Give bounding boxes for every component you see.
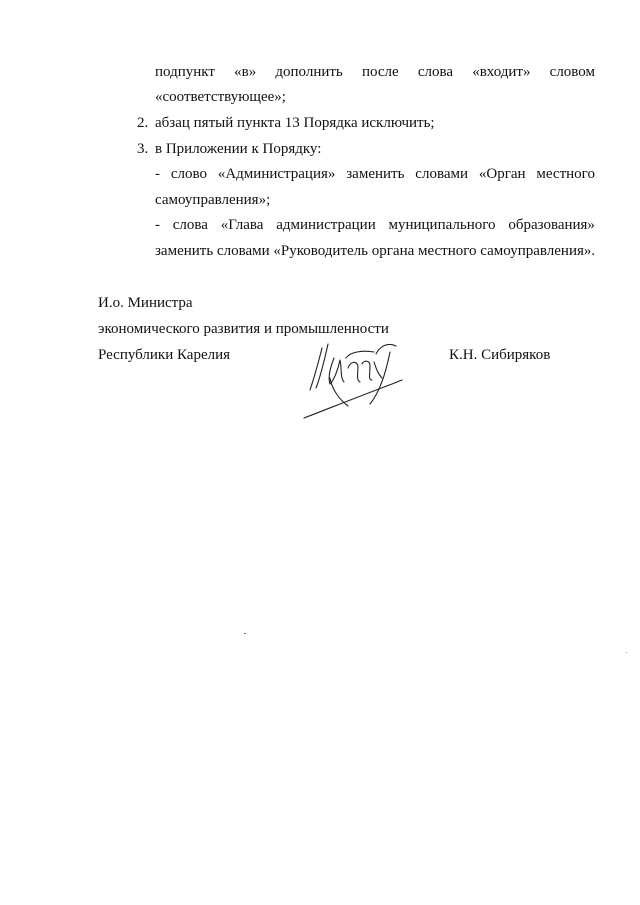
sub-item-1-cont: самоуправления»; — [155, 192, 271, 208]
sub-item-2-cont: заменить словами «Руководитель органа местного самоуправления». — [155, 243, 596, 259]
word: администрации — [276, 217, 376, 233]
word: словами — [415, 166, 469, 182]
word: «Глава — [220, 217, 264, 233]
word: слово — [170, 166, 207, 182]
list-number-2: 2. — [137, 115, 149, 131]
sub-item-1-line — [155, 165, 595, 183]
list-number-3: 3. — [137, 141, 149, 157]
word: слова — [172, 217, 208, 233]
word: - — [155, 217, 160, 233]
paragraph-line-2: «соответствующее»; — [155, 89, 286, 105]
word: подпункт — [155, 64, 215, 80]
word: после — [361, 64, 399, 80]
sub-item-2-line — [155, 216, 595, 234]
word: «в» — [234, 64, 257, 80]
scan-speck — [244, 633, 246, 634]
word: - — [155, 166, 160, 182]
word: слова — [417, 64, 454, 80]
signatory-title-1: И.о. Министра — [98, 295, 193, 311]
scan-speck — [626, 652, 627, 653]
word: «входит» — [472, 64, 531, 80]
list-item-3: в Приложении к Порядку: — [155, 141, 322, 157]
signatory-title-2: экономического развития и промышленности — [98, 321, 389, 337]
signatory-name: К.Н. Сибиряков — [449, 347, 551, 363]
word: словом — [549, 64, 595, 80]
word: местного — [536, 166, 595, 182]
word: образования» — [508, 217, 595, 233]
paragraph-line-1 — [155, 63, 595, 81]
word: «Администрация» — [217, 166, 336, 182]
word: заменить — [346, 166, 405, 182]
word: дополнить — [275, 64, 343, 80]
word: муниципального — [388, 217, 496, 233]
signatory-title-3: Республики Карелия — [98, 347, 231, 363]
word: «Орган — [478, 166, 526, 182]
list-item-2: абзац пятый пункта 13 Порядка исключить; — [155, 115, 435, 131]
handwritten-signature — [300, 338, 410, 422]
